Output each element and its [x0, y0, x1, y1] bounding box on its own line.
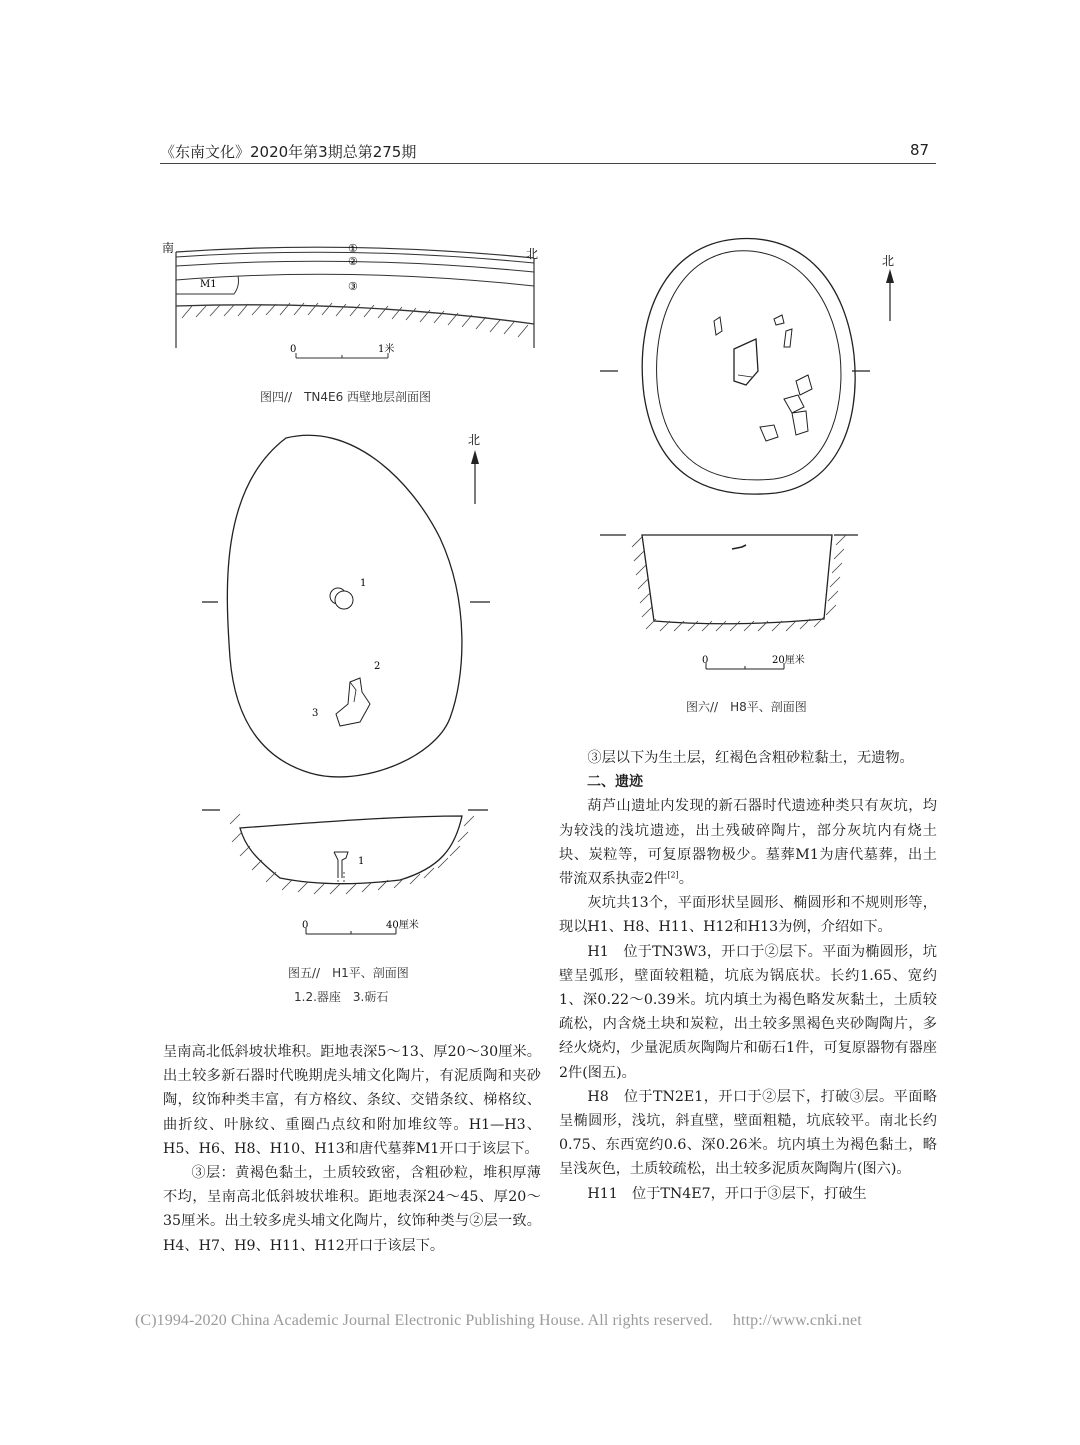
fig6-north-label: 北	[882, 254, 895, 268]
fig5-north-label: 北	[468, 433, 481, 447]
fig5-scale-zero: 0	[302, 920, 309, 931]
figure5-legend: 1.2.器座 3.砺石	[294, 990, 389, 1004]
page-number: 87	[910, 141, 930, 159]
fig4-south-label: 南	[162, 241, 175, 255]
right-para-2	[559, 794, 937, 891]
fig5-item2-label: 2	[374, 661, 381, 672]
figure6-plan	[596, 235, 906, 675]
fig4-layer3: ③	[348, 280, 358, 293]
figure5-caption: 图五// H1平、剖面图	[288, 966, 409, 980]
right-para-2-end: 。	[678, 871, 693, 888]
section-heading: 二、遗迹	[587, 774, 643, 791]
right-para-2-text: 葫芦山遗址内发现的新石器时代遗迹种类只有灰坑，均为较浅的浅坑遗迹，出土残破碎陶片，部分灰坑内有烧土块、炭粒等，可复原器物极少。墓葬M1为唐代墓葬，出土带流双系执壶2件	[559, 798, 937, 888]
fig6-scale-end: 20厘米	[772, 655, 805, 666]
journal-title: 《东南文化》2020年第3期总第275期	[160, 143, 417, 161]
right-para-h1: H1 位于TN3W3，开口于②层下。平面为椭圆形，坑壁呈弧形，壁面较粗糙，坑底为锅底状。长约1.65、宽约1、深0.22～0.39米。坑内填土为褐色略发灰黏土，土质较疏松，内含烧土块和炭粒，出土较多黑褐色夹砂陶陶片，多经火烧灼，少量泥质灰陶陶片和砺石1件，可复原器物有器座2件(图五)。	[559, 943, 937, 1081]
fig5-item1-label: 1	[360, 578, 367, 589]
header-rule	[160, 163, 936, 164]
fig4-north-label: 北	[526, 247, 539, 261]
left-column	[163, 1040, 541, 1258]
left-para-2: ③层：黄褐色黏土，土质较致密，含粗砂粒，堆积厚薄不均，呈南高北低斜坡状堆积。距地表深24～45、厚20～35厘米。出土较多虎头埔文化陶片，纹饰种类与②层一致。H4、H7、H9、H11、H12开口于该层下。	[163, 1165, 541, 1254]
fig4-layer1: ①	[348, 242, 358, 255]
fig4-feature-m1: M1	[200, 279, 217, 290]
copyright-footer: (C)1994-2020 China Academic Journal Electronic Publishing House. All rights reserved. http://www.cnki.net	[135, 1312, 862, 1329]
right-para-h8: H8 位于TN2E1，开口于②层下，打破③层。平面略呈椭圆形，浅坑，斜直壁，壁面粗糙，坑底较平。南北长约0.75、东西宽约0.6、深0.26米。坑内填土为褐色黏土，略呈浅灰色，土质较疏松，出土较多泥质灰陶陶片(图六)。	[559, 1088, 937, 1178]
fig5-section-item-label: 1	[358, 856, 365, 867]
right-para-h11: H11 位于TN4E7，开口于③层下，打破生	[587, 1185, 867, 1202]
right-para-1: ③层以下为生土层，红褐色含粗砂粒黏土，无遗物。	[587, 750, 914, 766]
fig4-scale-end: 1米	[378, 344, 395, 355]
figure5-plan	[200, 428, 500, 938]
fig4-layer2: ②	[348, 255, 358, 268]
left-para-1: 呈南高北低斜坡状堆积。距地表深5～13、厚20～30厘米。出土较多新石器时代晚期虎头埔文化陶片，有泥质陶和夹砂陶，纹饰种类丰富，有方格纹、条纹、交错条纹、梯格纹、曲折纹、叶脉纹、重圈凸点纹和附加堆纹等。H1—H3、H5、H6、H8、H10、H13和唐代墓葬M1开口于该层下。	[163, 1044, 541, 1157]
figure4-profile	[160, 236, 540, 364]
figure4-caption: 图四// TN4E6 西壁地层剖面图	[260, 390, 432, 404]
fig5-item3-label: 3	[312, 708, 319, 719]
citation-ref: [2]	[667, 870, 679, 880]
fig4-scale-zero: 0	[290, 344, 297, 355]
fig6-scale-zero: 0	[702, 655, 709, 666]
right-column	[559, 746, 937, 1206]
figure6-caption: 图六// H8平、剖面图	[686, 700, 807, 714]
right-para-3: 灰坑共13个，平面形状呈圆形、椭圆形和不规则形等，现以H1、H8、H11、H12和H13为例，介绍如下。	[559, 895, 937, 936]
fig5-scale-end: 40厘米	[386, 920, 419, 931]
